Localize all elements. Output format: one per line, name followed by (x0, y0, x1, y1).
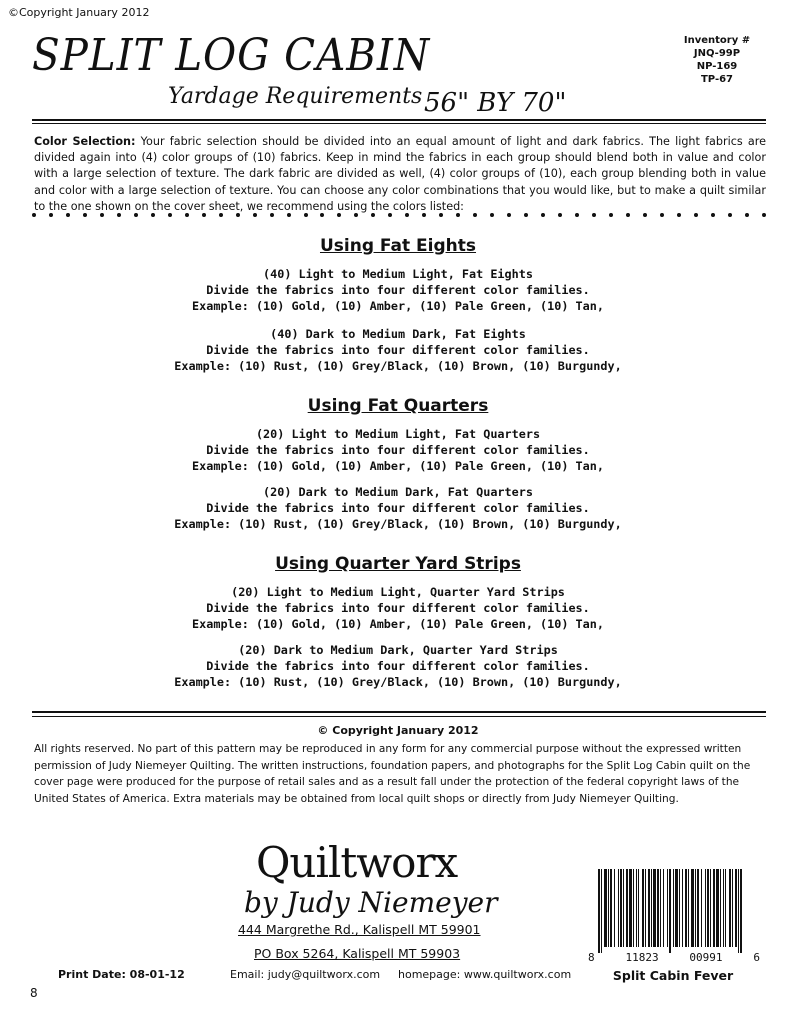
quiltworx-logo: Quiltworx (256, 838, 458, 887)
group-line: Divide the fabrics into four different color families. (206, 283, 590, 298)
section-heading: Using Quarter Yard Strips (275, 554, 521, 574)
section-heading: Using Fat Quarters (307, 396, 489, 416)
group-line: Example: (10) Rust, (10) Grey/Black, (10) Brown, (10) Burgundy, (174, 675, 622, 690)
fabric-group (0, 484, 796, 533)
group-line: (20) Dark to Medium Dark, Fat Quarters (263, 485, 533, 499)
separator-dot (609, 213, 613, 217)
separator-dot (728, 213, 732, 217)
separator-dot (168, 213, 172, 217)
separator-dot (745, 213, 749, 217)
inventory-code: TP-67 (700, 74, 734, 85)
fabric-group (0, 426, 796, 475)
pattern-subtitle: Yardage Requirements (168, 84, 423, 109)
separator-dot (219, 213, 223, 217)
group-line: (20) Dark to Medium Dark, Quarter Yard Strips (238, 643, 558, 657)
by-line: by Judy Niemeyer (244, 886, 498, 919)
separator-dot (236, 213, 240, 217)
separator-dot (473, 213, 477, 217)
separator-dot (100, 213, 104, 217)
homepage-text: homepage: www.quiltworx.com (398, 968, 572, 981)
separator-dot (592, 213, 596, 217)
barcode-digit: 8 (588, 951, 595, 964)
section-heading: Using Fat Eights (319, 236, 477, 256)
separator-dot (32, 213, 36, 217)
group-line: (40) Light to Medium Light, Fat Eights (263, 267, 533, 281)
separator-dot (337, 213, 341, 217)
separator-dot (270, 213, 274, 217)
group-line: Example: (10) Rust, (10) Grey/Black, (10) Brown, (10) Burgundy, (174, 359, 622, 374)
group-line: Example: (10) Gold, (10) Amber, (10) Pale Green, (10) Tan, (192, 617, 604, 632)
inventory-code: NP-169 (696, 61, 738, 72)
separator-dot (558, 213, 562, 217)
separator-dot (304, 213, 308, 217)
separator-dot (66, 213, 70, 217)
inventory-code: JNQ-99P (693, 48, 741, 59)
separator-dot (524, 213, 528, 217)
footer-copyright: © Copyright January 2012 (317, 724, 479, 737)
separator-dot (422, 213, 426, 217)
separator-dot (83, 213, 87, 217)
group-line: Example: (10) Gold, (10) Amber, (10) Pale Green, (10) Tan, (192, 299, 604, 314)
group-line: Divide the fabrics into four different color families. (206, 501, 590, 516)
footer-rule (32, 711, 766, 713)
separator-dot (202, 213, 206, 217)
fabric-group (0, 266, 796, 315)
separator-dot (711, 213, 715, 217)
email-text: Email: judy@quiltworx.com (230, 968, 381, 981)
separator-dot (185, 213, 189, 217)
color-selection-text: Your fabric selection should be divided into an equal amount of light and dark fabrics. The light fabrics are divided again into (4) color groups of (10) fabrics. Keep in mind the fabrics in each group should blend both in value and color with a large selection of texture. The dark fabric are divided as well, (4) color groups of (10), each group blending both in value and color with a large selection of texture. You can choose any color combinations that you would like, but to make a quilt similar to the one shown on the cover sheet, we recommend using the colors listed: (34, 135, 766, 213)
barcode-digit: 00991 (689, 951, 723, 964)
separator-dot (626, 213, 630, 217)
group-line: (40) Dark to Medium Dark, Fat Eights (270, 327, 526, 341)
separator-dot (388, 213, 392, 217)
separator-dot (456, 213, 460, 217)
separator-dot (439, 213, 443, 217)
separator-dot (49, 213, 53, 217)
barcode-icon (598, 869, 742, 953)
fabric-group (0, 326, 796, 375)
group-line: Example: (10) Rust, (10) Grey/Black, (10) Brown, (10) Burgundy, (174, 517, 622, 532)
separator-dot (371, 213, 375, 217)
quilt-size: 56" BY 70" (424, 88, 567, 118)
separator-dot (575, 213, 579, 217)
separator-dot (643, 213, 647, 217)
separator-dot (320, 213, 324, 217)
barcode-digit: 6 (753, 951, 760, 964)
footer-rule-thin (32, 716, 766, 717)
separator-dot (660, 213, 664, 217)
separator-dot (541, 213, 545, 217)
separator-dot (134, 213, 138, 217)
po-box-address: PO Box 5264, Kalispell MT 59903 (254, 946, 461, 961)
group-line: (20) Light to Medium Light, Fat Quarters (255, 427, 541, 441)
group-line: Divide the fabrics into four different color families. (206, 601, 590, 616)
separator-dot (117, 213, 121, 217)
street-address: 444 Margrethe Rd., Kalispell MT 59901 (238, 922, 481, 937)
group-line: Example: (10) Gold, (10) Amber, (10) Pale Green, (10) Tan, (192, 459, 604, 474)
print-date: Print Date: 08-01-12 (58, 968, 185, 981)
header-rule (32, 119, 766, 121)
separator-dot (762, 213, 766, 217)
fabric-group (0, 642, 796, 691)
separator-dot (405, 213, 409, 217)
group-line: Divide the fabrics into four different color families. (206, 659, 590, 674)
page-number: 8 (30, 986, 38, 1000)
header-rule-thin (32, 123, 766, 124)
color-selection-label: Color Selection: (34, 135, 136, 148)
separator-dot (507, 213, 511, 217)
separator-dot (287, 213, 291, 217)
inventory-box (672, 34, 762, 86)
separator-dot (694, 213, 698, 217)
separator-dot (354, 213, 358, 217)
separator-dot (151, 213, 155, 217)
separator-dot (253, 213, 257, 217)
color-selection-paragraph (34, 134, 766, 215)
separator-dot (677, 213, 681, 217)
separator-dot (490, 213, 494, 217)
inventory-label: Inventory # (683, 35, 751, 46)
group-line: (20) Light to Medium Light, Quarter Yard Strips (231, 585, 565, 599)
barcode-digits (588, 951, 760, 964)
barcode-product-name: Split Cabin Fever (612, 968, 734, 983)
barcode-digit: 11823 (625, 951, 659, 964)
pattern-title: SPLIT LOG CABIN (32, 30, 431, 81)
group-line: Divide the fabrics into four different color families. (206, 443, 590, 458)
dotted-separator (32, 208, 766, 222)
top-copyright: ©Copyright January 2012 (8, 6, 150, 19)
rights-paragraph: All rights reserved. No part of this pattern may be reproduced in any form for any commercial purpose without the expressed written permission of Judy Niemeyer Quilting. The written instructions, foundation papers, and photographs for the Split Log Cabin quilt on the cover page were produced for the purpose of retail sales and as a result fall under the protection of the federal copyright laws of the United States of America. Extra materials may be obtained from local quilt shops or directly from Judy Niemeyer Quilting. (34, 743, 751, 805)
fabric-group (0, 584, 796, 633)
group-line: Divide the fabrics into four different color families. (206, 343, 590, 358)
